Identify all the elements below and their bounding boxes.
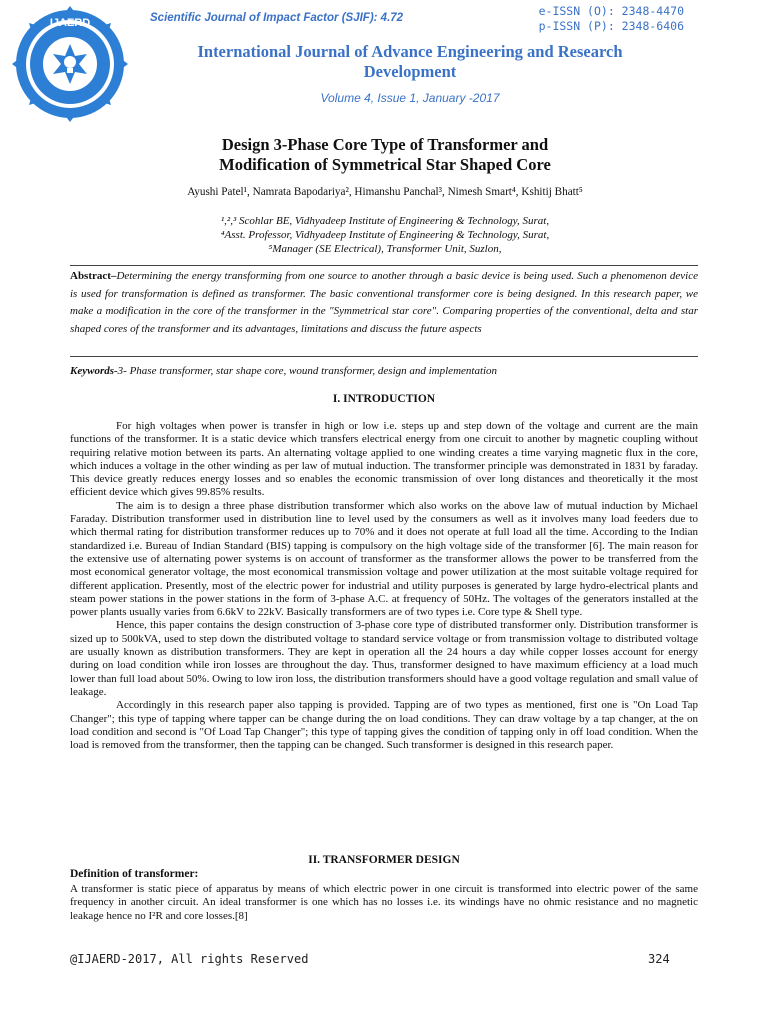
abstract-text: Determining the energy transforming from one source to another through a basic device is being used. Such a phenomenon device is used for transformation is defined as transformer. The basic conventional transformer core is being designed. In this research paper, we make a modification in the core of the transformer in the "Symmetrical star core". Comparing properties of the conventional, delta and star shaped cores of the transformer and its advantages, limitations and discuss the future aspects bbox=[70, 270, 698, 335]
intro-paragraph-1: For high voltages when power is transfer in high or low i.e. steps up and step down of the voltage and current are the main functions of the transformer. It is a static device which transfers electrical energy from one circuit to another by magnetic coupling without requiring relative motion between its parts. An alternating voltage applied to one winding creates a time varying magnetic flux in the core, which induces a voltage in the other winding as per law of mutual induction. The transformer principle was demonstrated in 1831 by faraday. This device greatly reduces energy losses and so enables the economic transmission of over long distances and theoretically it the most efficient device which gives 99.85% results. bbox=[70, 420, 698, 499]
page-number: 324 bbox=[648, 952, 670, 966]
eissn: e-ISSN (O): 2348-4470 bbox=[538, 4, 684, 18]
paper-title bbox=[60, 135, 710, 175]
affiliation-3: ⁵Manager (SE Electrical), Transformer Unit, Suzlon, bbox=[268, 243, 502, 255]
keywords bbox=[70, 365, 698, 377]
issn-block bbox=[539, 4, 684, 34]
logo-text: IJAERD bbox=[49, 17, 91, 29]
paper-title-line2: Modification of Symmetrical Star Shaped Core bbox=[219, 155, 551, 174]
intro-paragraph-4: Accordingly in this research paper also tapping is provided. Tapping are of two types as mentioned, first one is "On Load Tap Changer"; this type of tapping where tapper can be change during the on load conditions. They can draw voltage by a tap changer, at the on load condition and second is "Of Load Tap Changer"; this type of tapping gives the condition of tapping only in off load condition. When the load is removed from the transformer, then the tapping can be changed. Such transformer is designed in this research paper. bbox=[70, 699, 698, 752]
keywords-label: Keywords- bbox=[70, 365, 118, 377]
abstract bbox=[70, 268, 698, 338]
journal-title: International Journal of Advance Engineering and Research Development bbox=[197, 42, 623, 81]
sjif-line: Scientific Journal of Impact Factor (SJIF): 4.72 bbox=[150, 12, 404, 24]
intro-paragraph-3: Hence, this paper contains the design construction of 3-phase core type of distributed transformer only. Distribution transformer is sized up to 500kVA, used to step down the distributed voltage to standard service voltage or from transmission voltage to distributed voltage are usually known as distribution transformers. They are kept in operation all the 24 hours a day while copper losses account for energy during on load condition while iron losses are throughout the day. Thus, transformer designed to have maximum efficiency at a load much lower than full load about 50%. Owing to low iron loss, the distribution transformers should have a good voltage regulation and small value of leakage. bbox=[70, 619, 698, 698]
abstract-rule-bottom bbox=[70, 356, 698, 357]
affiliations bbox=[60, 214, 710, 256]
keywords-text: 3- Phase transformer, star shape core, wound transformer, design and implementation bbox=[117, 365, 498, 377]
affiliation-1: ¹,²,³ Scohlar BE, Vidhyadeep Institute of Engineering & Technology, Surat, bbox=[220, 215, 550, 227]
introduction-body bbox=[70, 420, 698, 752]
section-heading-introduction: I. INTRODUCTION bbox=[332, 393, 436, 405]
definition-text: A transformer is static piece of apparatus by means of which electric power in one circuit is transformed into electric power of the same frequency in another circuit. An ideal transformer is one which has no losses i.e. its windings have no ohmic resistance and no magnetic leakage hence no I²R and core losses.[8] bbox=[70, 883, 698, 922]
intro-paragraph-2: The aim is to design a three phase distribution transformer which also works on the above law of mutual induction by Michael Faraday. Distribution transformer used in distribution line to level used by the consumers as well as it involves many load feeders due to which thermal rating for distribution transformer reduces up to 70% and it does not operate at full load all the time. According to the Indian standardized i.e. Bureau of Indian Standard (BIS) tapping is compulsory on the high voltage side of the transformer [6]. The main reason for the extensive use of alternating power systems is on account of transformer as the transformer allows the power to be transferred from the most economical generator voltage, the most economical transmission voltage and power utilization at the most suitable voltage required for different application. Presently, most of the electric power for industrial and utility purposes is generated by large hydro-electrical plants and steam power stations in the power stations in the form of 3-phase A.C. at frequency of 50Hz. The voltages of the generators installed at the power plants usually varies from 6.6kV to 22kV. Basically transformers are of two types i.e. Core type & Shell type. bbox=[70, 499, 698, 619]
definition-body bbox=[70, 883, 698, 923]
abstract-rule-top bbox=[70, 265, 698, 266]
pissn: p-ISSN (P): 2348-6406 bbox=[538, 19, 684, 33]
journal-logo bbox=[12, 6, 128, 122]
definition-heading: Definition of transformer: bbox=[70, 868, 199, 880]
affiliation-2: ⁴Asst. Professor, Vidhyadeep Institute of Engineering & Technology, Surat, bbox=[220, 229, 550, 241]
abstract-label: Abstract– bbox=[70, 270, 117, 282]
section-heading-design: II. TRANSFORMER DESIGN bbox=[308, 854, 460, 866]
volume-issue: Volume 4, Issue 1, January -2017 bbox=[320, 91, 500, 105]
footer-copyright: @IJAERD-2017, All rights Reserved bbox=[70, 952, 309, 966]
authors: Ayushi Patel¹, Namrata Bapodariya², Himanshu Panchal³, Nimesh Smart⁴, Kshitij Bhatt⁵ bbox=[187, 186, 583, 198]
paper-title-line1: Design 3-Phase Core Type of Transformer and bbox=[221, 135, 549, 154]
